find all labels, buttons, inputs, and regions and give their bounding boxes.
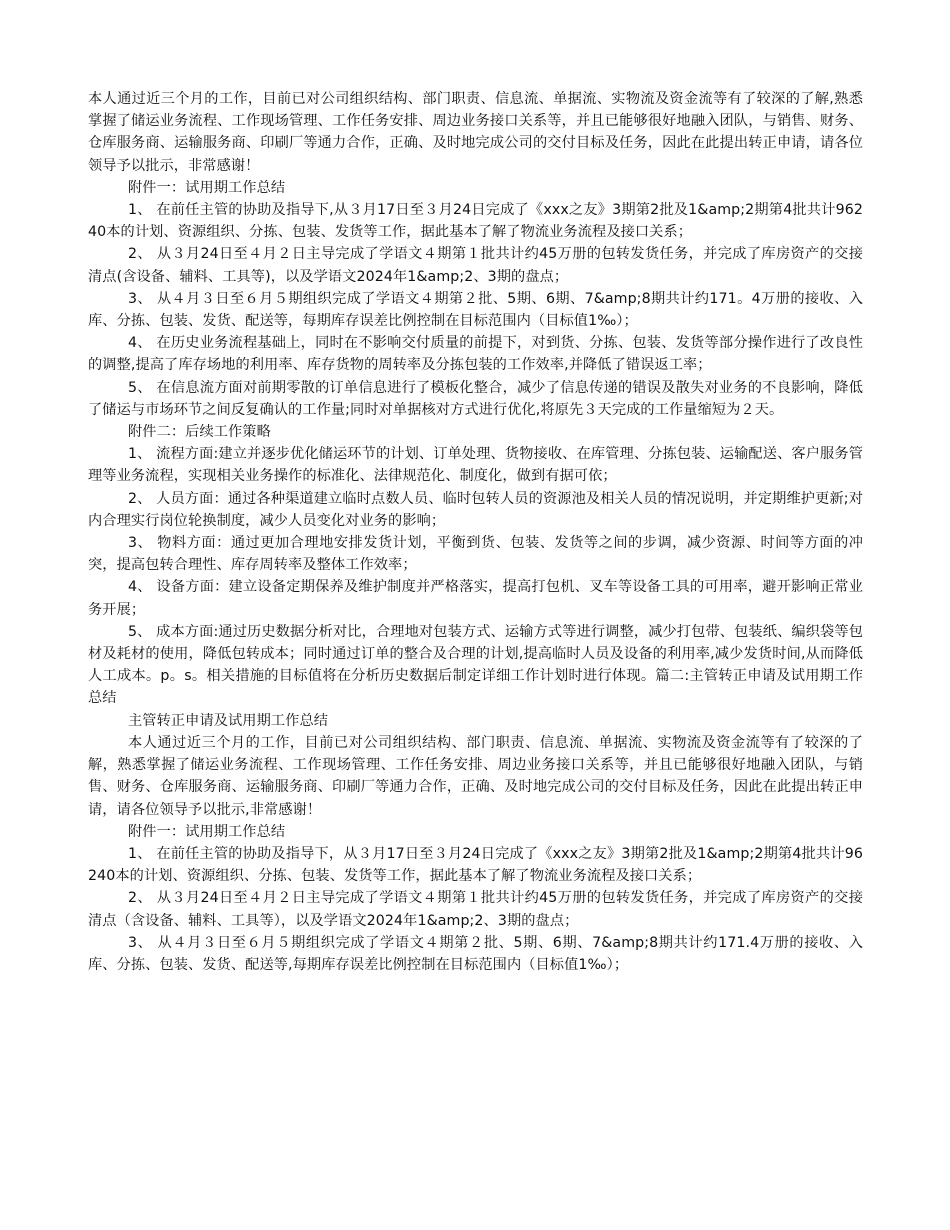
list-item: 3、 物料方面：通过更加合理地安排发货计划，平衡到货、包装、发货等之间的步调，减少资源、时间等方面的冲突，提高包转合理性、库存周转率及整体工作效率；	[88, 535, 863, 574]
appendix-one-heading: 附件一：试用期工作总结	[128, 179, 286, 196]
document-page	[88, 88, 863, 976]
list-item: 2、 从３月24日至４月２日主导完成了学语文４期第１批共计约45万册的包转发货任务，并完成了库房资产的交接清点（含设备、辅料、工具等），以及学语文2024年1&amp;2、3期的盘点；	[88, 890, 863, 929]
list-item: 3、 从４月３日至６月５期组织完成了学语文４期第２批、5期、6期、7&amp;8期共计约171.4万册的接收、入库、分拣、包装、发货、配送等,每期库存误差比例控制在目标范围内（目标值1‰）；	[88, 934, 863, 973]
intro-paragraph: 本人通过近三个月的工作，目前已对公司组织结构、部门职责、信息流、单据流、实物流及资金流等有了较深的了解,熟悉掌握了储运业务流程、工作现场管理、工作任务安排、周边业务接口关系等，并且已能够很好地融入团队，与销售、财务、仓库服务商、运输服务商、印刷厂等通力合作，正确、及时地完成公司的交付目标及任务，因此在此提出转正申请，请各位领导予以批示，非常感谢！	[88, 91, 863, 174]
list-item: 2、 人员方面：通过各种渠道建立临时点数人员、临时包转人员的资源池及相关人员的情况说明，并定期维护更新;对内合理实行岗位轮换制度，减少人员变化对业务的影响；	[88, 490, 863, 529]
appendix-one-heading: 附件一：试用期工作总结	[128, 823, 286, 840]
list-item: 4、 在历史业务流程基础上，同时在不影响交付质量的前提下，对到货、分拣、包装、发货等部分操作进行了改良性的调整,提高了库存场地的利用率、库存货物的周转率及分拣包装的工作效率,并降低了错误返工率；	[88, 335, 863, 374]
list-item: 5、 成本方面:通过历史数据分析对比，合理地对包装方式、运输方式等进行调整，减少打包带、包装纸、编织袋等包材及耗材的使用，降低包转成本；同时通过订单的整合及合理的计划,提高临时人员及设备的利用率,减少发货时间,从而降低人工成本。p。s。相关措施的目标值将在分析历史数据后制定详细工作计划时进行体现。篇二:主管转正申请及试用期工作总结	[88, 623, 863, 707]
list-item: 1、 在前任主管的协助及指导下，从３月17日至３月24日完成了《xxx之友》3期第2批及1&amp;2期第4批共计96240本的计划、资源组织、分拣、包装、发货等工作，据此基本了解了物流业务流程及接口关系；	[88, 845, 863, 885]
list-item: 3、 从４月３日至６月５期组织完成了学语文４期第２批、5期、6期、7&amp;8期共计约171。4万册的接收、入库、分拣、包装、发货、配送等，每期库存误差比例控制在目标范围内（目标值1‰）；	[88, 290, 863, 330]
intro-paragraph: 本人通过近三个月的工作，目前已对公司组织结构、部门职责、信息流、单据流、实物流及资金流等有了较深的了解，熟悉掌握了储运业务流程、工作现场管理、工作任务安排、周边业务接口关系等，并且已能够很好地融入团队，与销售、财务、仓库服务商、运输服务商、印刷厂等通力合作，正确、及时地完成公司的交付目标及任务，因此在此提出转正申请，请各位领导予以批示,非常感谢！	[88, 734, 863, 818]
appendix-two-heading: 附件二：后续工作策略	[128, 424, 271, 441]
list-item: 1、 流程方面:建立并逐步优化储运环节的计划、订单处理、货物接收、在库管理、分拣包装、运输配送、客户服务管理等业务流程，实现相关业务操作的标准化、法律规范化、制度化，做到有据可依；	[88, 446, 863, 485]
list-item: 4、 设备方面：建立设备定期保养及维护制度并严格落实，提高打包机、叉车等设备工具的可用率，避开影响正常业务开展；	[88, 579, 863, 618]
section-two-title: 主管转正申请及试用期工作总结	[128, 712, 329, 729]
list-item: 1、 在前任主管的协助及指导下,从３月17日至３月24日完成了《xxx之友》3期第2批及1&amp;2期第4批共计96240本的计划、资源组织、分拣、包装、发货等工作，据此基本了解了物流业务流程及接口关系；	[88, 202, 863, 241]
list-item: 2、 从３月24日至４月２日主导完成了学语文４期第１批共计约45万册的包转发货任务，并完成了库房资产的交接清点(含设备、辅料、工具等)，以及学语文2024年1&amp;2、3期的盘点；	[88, 246, 863, 285]
list-item: 5、 在信息流方面对前期零散的订单信息进行了模板化整合，减少了信息传递的错误及散失对业务的不良影响，降低了储运与市场环节之间反复确认的工作量;同时对单据核对方式进行优化,将原先３天完成的工作量缩短为２天。	[88, 379, 863, 418]
